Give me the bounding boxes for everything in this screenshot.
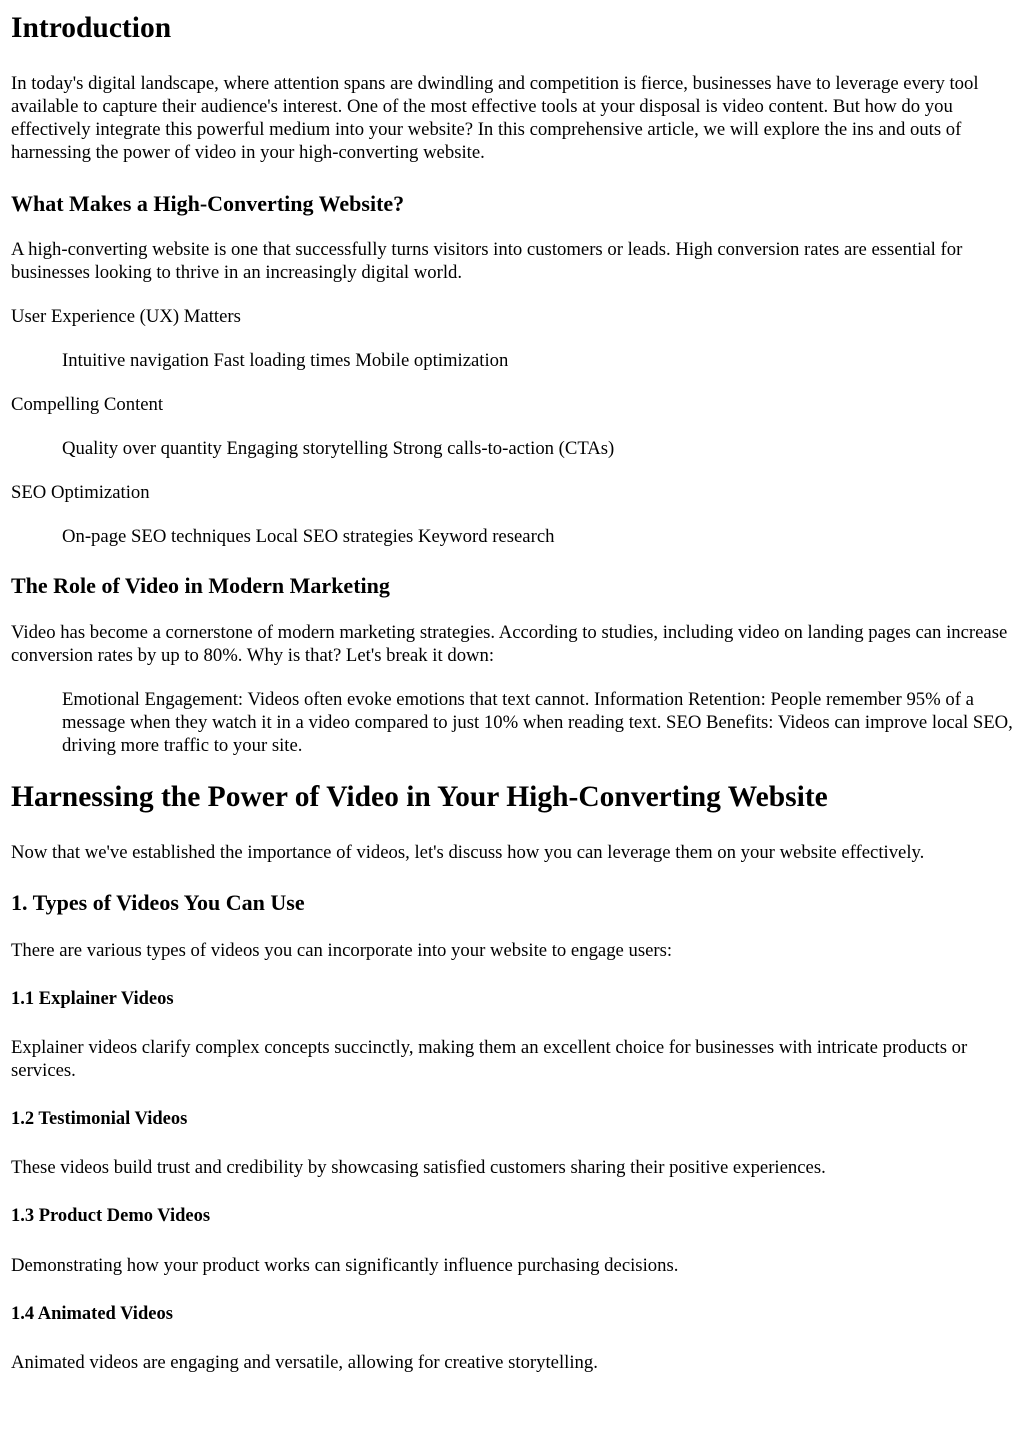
heading-testimonial-videos: 1.2 Testimonial Videos (11, 1109, 188, 1129)
paragraph-animated-videos: Animated videos are engaging and versatile, allowing for creative storytelling. (11, 1351, 598, 1373)
label-compelling-content: Compelling Content (11, 394, 164, 416)
heading-product-demo-videos: 1.3 Product Demo Videos (11, 1206, 211, 1227)
heading-harnessing-video: Harnessing the Power of Video in Your High-Converting Website (11, 780, 828, 813)
heading-types-of-videos: 1. Types of Videos You Can Use (11, 890, 305, 916)
quote-video-benefits: Emotional Engagement: Videos often evoke emotions that text cannot. Information Retention: People remember 95% of a message when they watch it in a video compared to just 10% when reading text. SEO Benefits: Videos can improve local SEO, driving more traffic to your site. (62, 688, 1013, 756)
list-seo-optimization: On-page SEO techniques Local SEO strategies Keyword research (62, 526, 555, 548)
list-compelling-content: Quality over quantity Engaging storytelling Strong calls-to-action (CTAs) (62, 438, 615, 460)
paragraph-role-of-video: Video has become a cornerstone of modern marketing strategies. According to studies, including video on landing pages can increase conversion rates by up to 80%. Why is that? Let's break it down: (11, 621, 1008, 666)
paragraph-explainer-videos: Explainer videos clarify complex concepts succinctly, making them an excellent choice for businesses with intricate products or services. (11, 1037, 968, 1081)
paragraph-types-of-videos: There are various types of videos you can incorporate into your website to engage users: (11, 939, 673, 961)
label-user-experience: User Experience (UX) Matters (11, 306, 241, 328)
paragraph-high-converting-website: A high-converting website is one that successfully turns visitors into customers or leads. High conversion rates are essential for businesses looking to thrive in an increasingly digital world. (11, 239, 963, 284)
heading-explainer-videos: 1.1 Explainer Videos (11, 988, 174, 1009)
label-seo-optimization: SEO Optimization (11, 482, 150, 504)
heading-role-of-video: The Role of Video in Modern Marketing (11, 573, 390, 599)
list-user-experience: Intuitive navigation Fast loading times Mobile optimization (62, 350, 509, 372)
paragraph-introduction: In today's digital landscape, where attention spans are dwindling and competition is fierce, businesses have to leverage every tool available to capture their audience's interest. One of the most effective tools at your disposal is video content. But how do you effectively integrate this powerful medium into your website? In this comprehensive article, we will explore the ins and outs of harnessing the power of video in your high-converting website. (11, 72, 979, 163)
article-body (11, 0, 1013, 1374)
heading-high-converting-website: What Makes a High-Converting Website? (11, 190, 405, 216)
paragraph-product-demo-videos: Demonstrating how your product works can significantly influence purchasing decisions. (11, 1254, 679, 1276)
heading-introduction: Introduction (11, 12, 172, 44)
paragraph-testimonial-videos: These videos build trust and credibility by showcasing satisfied customers sharing their positive experiences. (11, 1157, 826, 1179)
paragraph-harnessing-video: Now that we've established the importance of videos, let's discuss how you can leverage them on your website effectively. (11, 842, 925, 864)
heading-animated-videos: 1.4 Animated Videos (11, 1303, 173, 1324)
